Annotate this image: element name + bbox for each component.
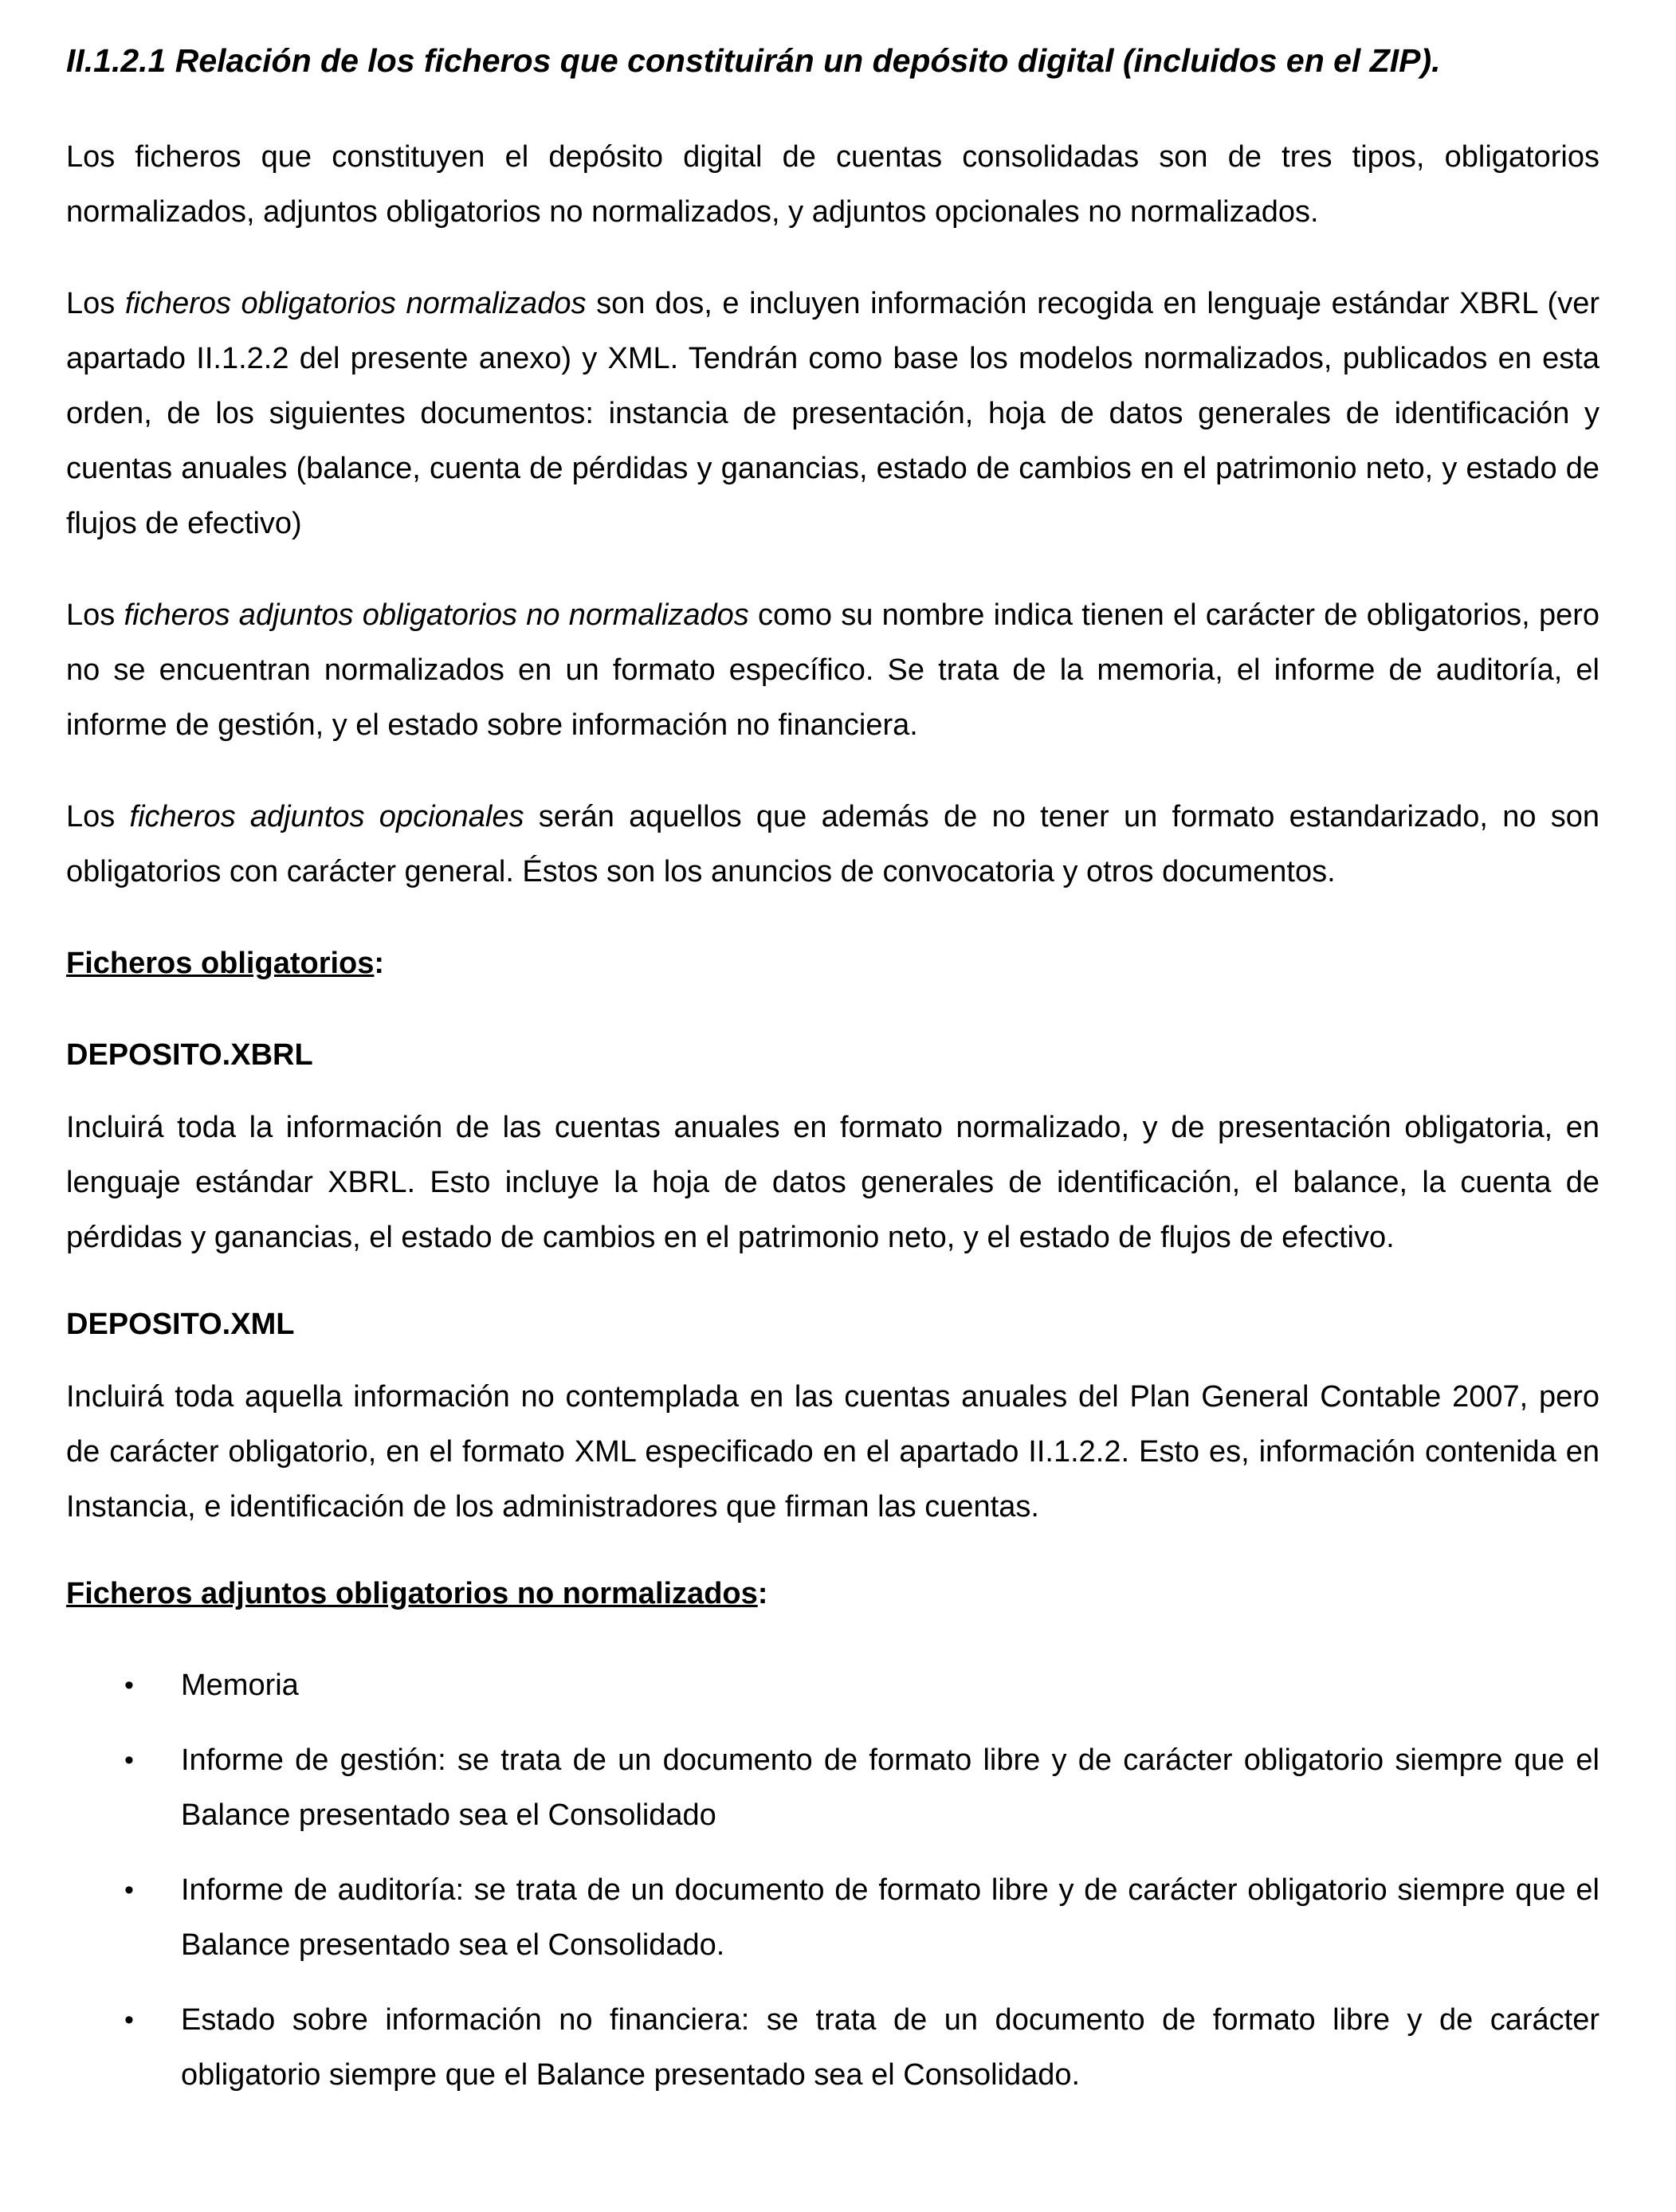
document-page <box>66 41 1599 2123</box>
paragraph-text-after: serán aquellos que además de no tener un formato estandarizado, no son obligatorios con carácter general. Éstos son los anuncios de convocatoria y otros documentos. <box>66 800 1600 889</box>
list-item <box>66 1733 1599 1843</box>
paragraph-obligatorios-normalizados <box>66 276 1599 551</box>
section-title: II.1.2.1 Relación de los ficheros que constituirán un depósito digital (incluidos en el ZIP). <box>66 42 1441 79</box>
paragraph-deposito-xbrl: Incluirá toda la información de las cuentas anuales en formato normalizado, y de presentación obligatoria, en lenguaje estándar XBRL. Esto incluye la hoja de datos generales de identificación, el balance, la cuenta de pérdidas y ganancias, el estado de cambios en el patrimonio neto, y el estado de flujos de efectivo. <box>66 1111 1599 1255</box>
list-item-text: Estado sobre información no financiera: se trata de un documento de formato libre y de carácter obligatorio siempre que el Balance presentado sea el Consolidado. <box>181 2003 1599 2092</box>
list-item <box>66 1658 1599 1713</box>
bullet-icon: • <box>124 1745 134 1776</box>
paragraph-emphasis: ficheros adjuntos obligatorios no normalizados <box>124 598 749 633</box>
list-item-text: Informe de auditoría: se trata de un documento de formato libre y de carácter obligatorio siempre que el Balance presentado sea el Consolidado. <box>181 1873 1599 1963</box>
heading-deposito-xml: DEPOSITO.XML <box>66 1308 295 1342</box>
list-item-text: Memoria <box>181 1669 299 1703</box>
bullet-list <box>66 1658 1599 2103</box>
bullet-icon: • <box>124 1670 134 1701</box>
paragraph-adjuntos-obligatorios <box>66 588 1599 753</box>
paragraph-adjuntos-opcionales <box>66 790 1599 900</box>
paragraph-text-after: como su nombre indica tienen el carácter de obligatorios, pero no se encuentran normalizados en un formato específico. Se trata de la memoria, el informe de auditoría, el informe de gestión, y el estado sobre información no financiera. <box>66 598 1599 743</box>
heading-ficheros-obligatorios <box>66 936 1599 991</box>
paragraph-text-before: Los <box>66 598 124 633</box>
list-item-text: Informe de gestión: se trata de un documento de formato libre y de carácter obligatorio siempre que el Balance presentado sea el Consolidado <box>181 1743 1599 1833</box>
paragraph-deposito-xml: Incluirá toda aquella información no contemplada en las cuentas anuales del Plan General Contable 2007, pero de carácter obligatorio, en el formato XML especificado en el apartado II.1.2.2. Esto es, información contenida en Instancia, e identificación de los administradores que firman las cuentas. <box>66 1380 1599 1524</box>
heading-colon: : <box>374 947 385 981</box>
heading-deposito-xbrl: DEPOSITO.XBRL <box>66 1038 313 1073</box>
heading-colon: : <box>757 1577 768 1611</box>
bullet-icon: • <box>124 1875 134 1906</box>
paragraph-emphasis: ficheros adjuntos opcionales <box>129 800 524 834</box>
list-item <box>66 1863 1599 1973</box>
heading-label: Ficheros adjuntos obligatorios no normalizados <box>66 1577 758 1611</box>
paragraph-text-after: son dos, e incluyen información recogida en lenguaje estándar XBRL (ver apartado II.1.2.2 del presente anexo) y XML. Tendrán como base los modelos normalizados, publicados en esta orden, de los siguientes documentos: instancia de presentación, hoja de datos generales de identificación y cuentas anuales (balance, cuenta de pérdidas y ganancias, estado de cambios en el patrimonio neto, y estado de flujos de efectivo) <box>66 287 1599 541</box>
paragraph-text-before: Los <box>66 287 125 321</box>
list-item <box>66 1993 1599 2103</box>
bullet-icon: • <box>124 2005 134 2036</box>
intro-paragraph: Los ficheros que constituyen el depósito digital de cuentas consolidadas son de tres tipos, obligatorios normalizados, adjuntos obligatorios no normalizados, y adjuntos opcionales no normalizados. <box>66 140 1599 229</box>
paragraph-text-before: Los <box>66 800 130 834</box>
heading-ficheros-adjuntos <box>66 1567 1599 1622</box>
heading-label: Ficheros obligatorios <box>66 947 375 981</box>
paragraph-emphasis: ficheros obligatorios normalizados <box>124 287 587 321</box>
